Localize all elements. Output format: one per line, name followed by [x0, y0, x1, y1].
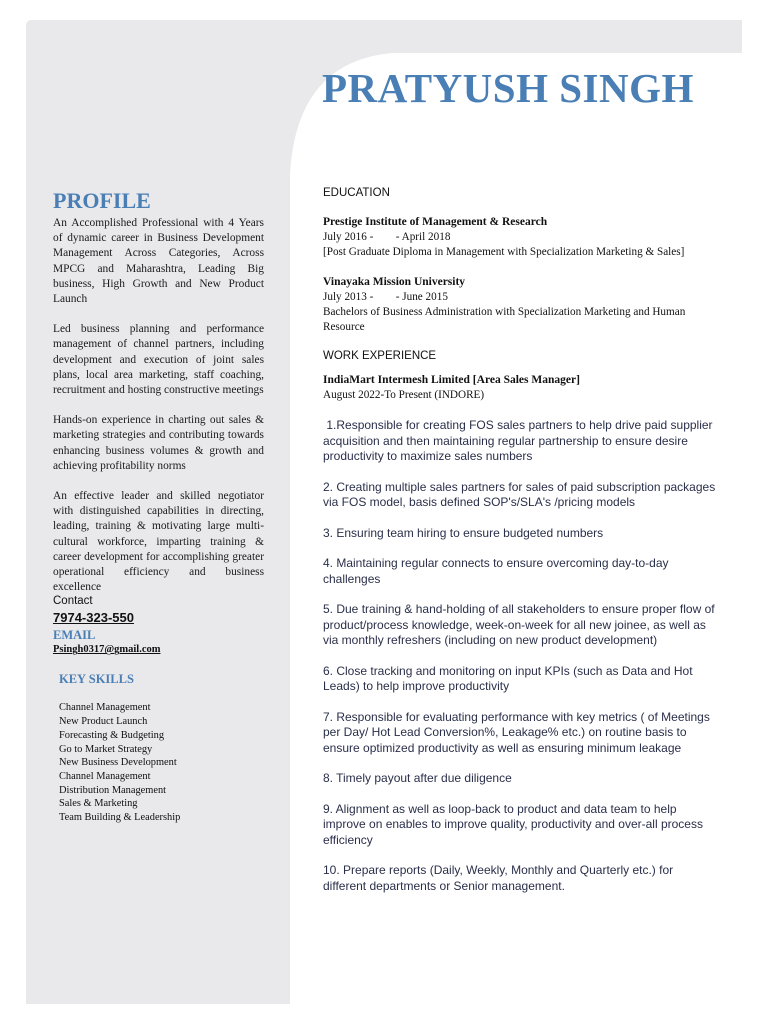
skill-item: Distribution Management — [59, 784, 167, 796]
education-details: [Post Graduate Diploma in Management with Specialization Marketing & Sales] — [323, 246, 685, 258]
contact-label: Contact — [53, 595, 93, 608]
profile-paragraph: Hands-on experience in charting out sales & marketing strategies and contributing towards enhancing business volumes & growth and achieving profitability norms — [53, 414, 264, 472]
responsibility-item: 5. Due training & hand-holding of all stakeholders to ensure proper flow of product/process knowledge, week-on-week for all new joinee, as well as via monthly refreshers (including on new product development) — [323, 602, 715, 647]
work-period: August 2022-To Present (INDORE) — [323, 389, 485, 401]
skill-item: New Product Launch — [59, 716, 148, 728]
company-role: IndiaMart Intermesh Limited [Area Sales Manager] — [323, 374, 580, 386]
responsibility-item: 4. Maintaining regular connects to ensure overcoming day-to-day challenges — [323, 556, 669, 586]
skill-item: Forecasting & Budgeting — [59, 729, 165, 741]
skill-item: Team Building & Leadership — [59, 812, 181, 824]
education-heading: EDUCATION — [323, 187, 390, 199]
key-skills-heading: KEY SKILLS — [59, 672, 134, 687]
main-content — [323, 186, 718, 894]
institution-name: Vinayaka Mission University — [323, 276, 466, 288]
education-dates: July 2013 - - June 2015 — [323, 291, 448, 303]
responsibility-item: 9. Alignment as well as loop-back to product and data team to help improve on enables to improve quality, productivity and over-all process efficiency — [323, 801, 703, 847]
key-skills-list — [59, 701, 264, 824]
profile-paragraph: Led business planning and performance management of channel partners, including development and execution of joint sales plans, local area marketing, staff coaching, recruitment and hosting constructive meetings — [53, 323, 264, 397]
institution-name: Prestige Institute of Management & Research — [323, 216, 548, 228]
email-address[interactable]: Psingh0317@gmail.com — [53, 644, 161, 656]
profile-paragraph: An effective leader and skilled negotiator with distinguished capabilities in directing, leading, training & motivating large multi-cultural workforce, imparting training & career development for accomplishing greater operational efficiency and business excellence — [53, 490, 264, 594]
phone-number[interactable]: 7974-323-550 — [53, 610, 134, 626]
profile-paragraph: An Accomplished Professional with 4 Years of dynamic career in Business Development Management Across Categories, Across MPCG and Maharashtra, Leading Big business, High Growth and New Product Launch — [53, 217, 264, 306]
skill-item: Sales & Marketing — [59, 798, 138, 810]
candidate-name: PRATYUSH SINGH — [322, 65, 694, 111]
education-entry — [323, 215, 718, 260]
work-experience-heading: WORK EXPERIENCE — [323, 350, 437, 362]
responsibility-item: 2. Creating multiple sales partners for sales of paid subscription packages via FOS model, basis defined SOP's/SLA's /pricing models — [323, 479, 716, 509]
education-entry — [323, 275, 718, 335]
skill-item: Go to Market Strategy — [59, 743, 153, 755]
skill-item: Channel Management — [59, 770, 151, 782]
responsibility-item: 7. Responsible for evaluating performance with key metrics ( of Meetings per Day/ Hot Lead Conversion%, Leakage% etc.) on routine basis to ensure optimized productivity as well as ensuring minimum leakage — [323, 709, 710, 755]
responsibility-item: 3. Ensuring team hiring to ensure budgeted numbers — [323, 525, 604, 540]
responsibility-item: 8. Timely payout after due diligence — [323, 771, 512, 785]
profile-heading: PROFILE — [53, 188, 151, 213]
skill-item: New Business Development — [59, 757, 177, 769]
responsibility-list — [323, 418, 718, 894]
skill-item: Channel Management — [59, 702, 151, 714]
responsibility-item: 10. Prepare reports (Daily, Weekly, Monthly and Quarterly etc.) for different departments or Senior management. — [323, 863, 674, 893]
education-dates: July 2016 - - April 2018 — [323, 231, 451, 243]
sidebar — [53, 188, 264, 825]
education-details: Bachelors of Business Administration with Specialization Marketing and Human Resource — [323, 306, 686, 333]
email-label: EMAIL — [53, 628, 96, 643]
responsibility-item: 6. Close tracking and monitoring on input KPIs (such as Data and Hot Leads) to help improve productivity — [323, 663, 693, 693]
responsibility-item: 1.Responsible for creating FOS sales partners to help drive paid supplier acquisition and then maintaining regular partnership to ensure desire productivity to maximize sales numbers — [323, 418, 716, 463]
